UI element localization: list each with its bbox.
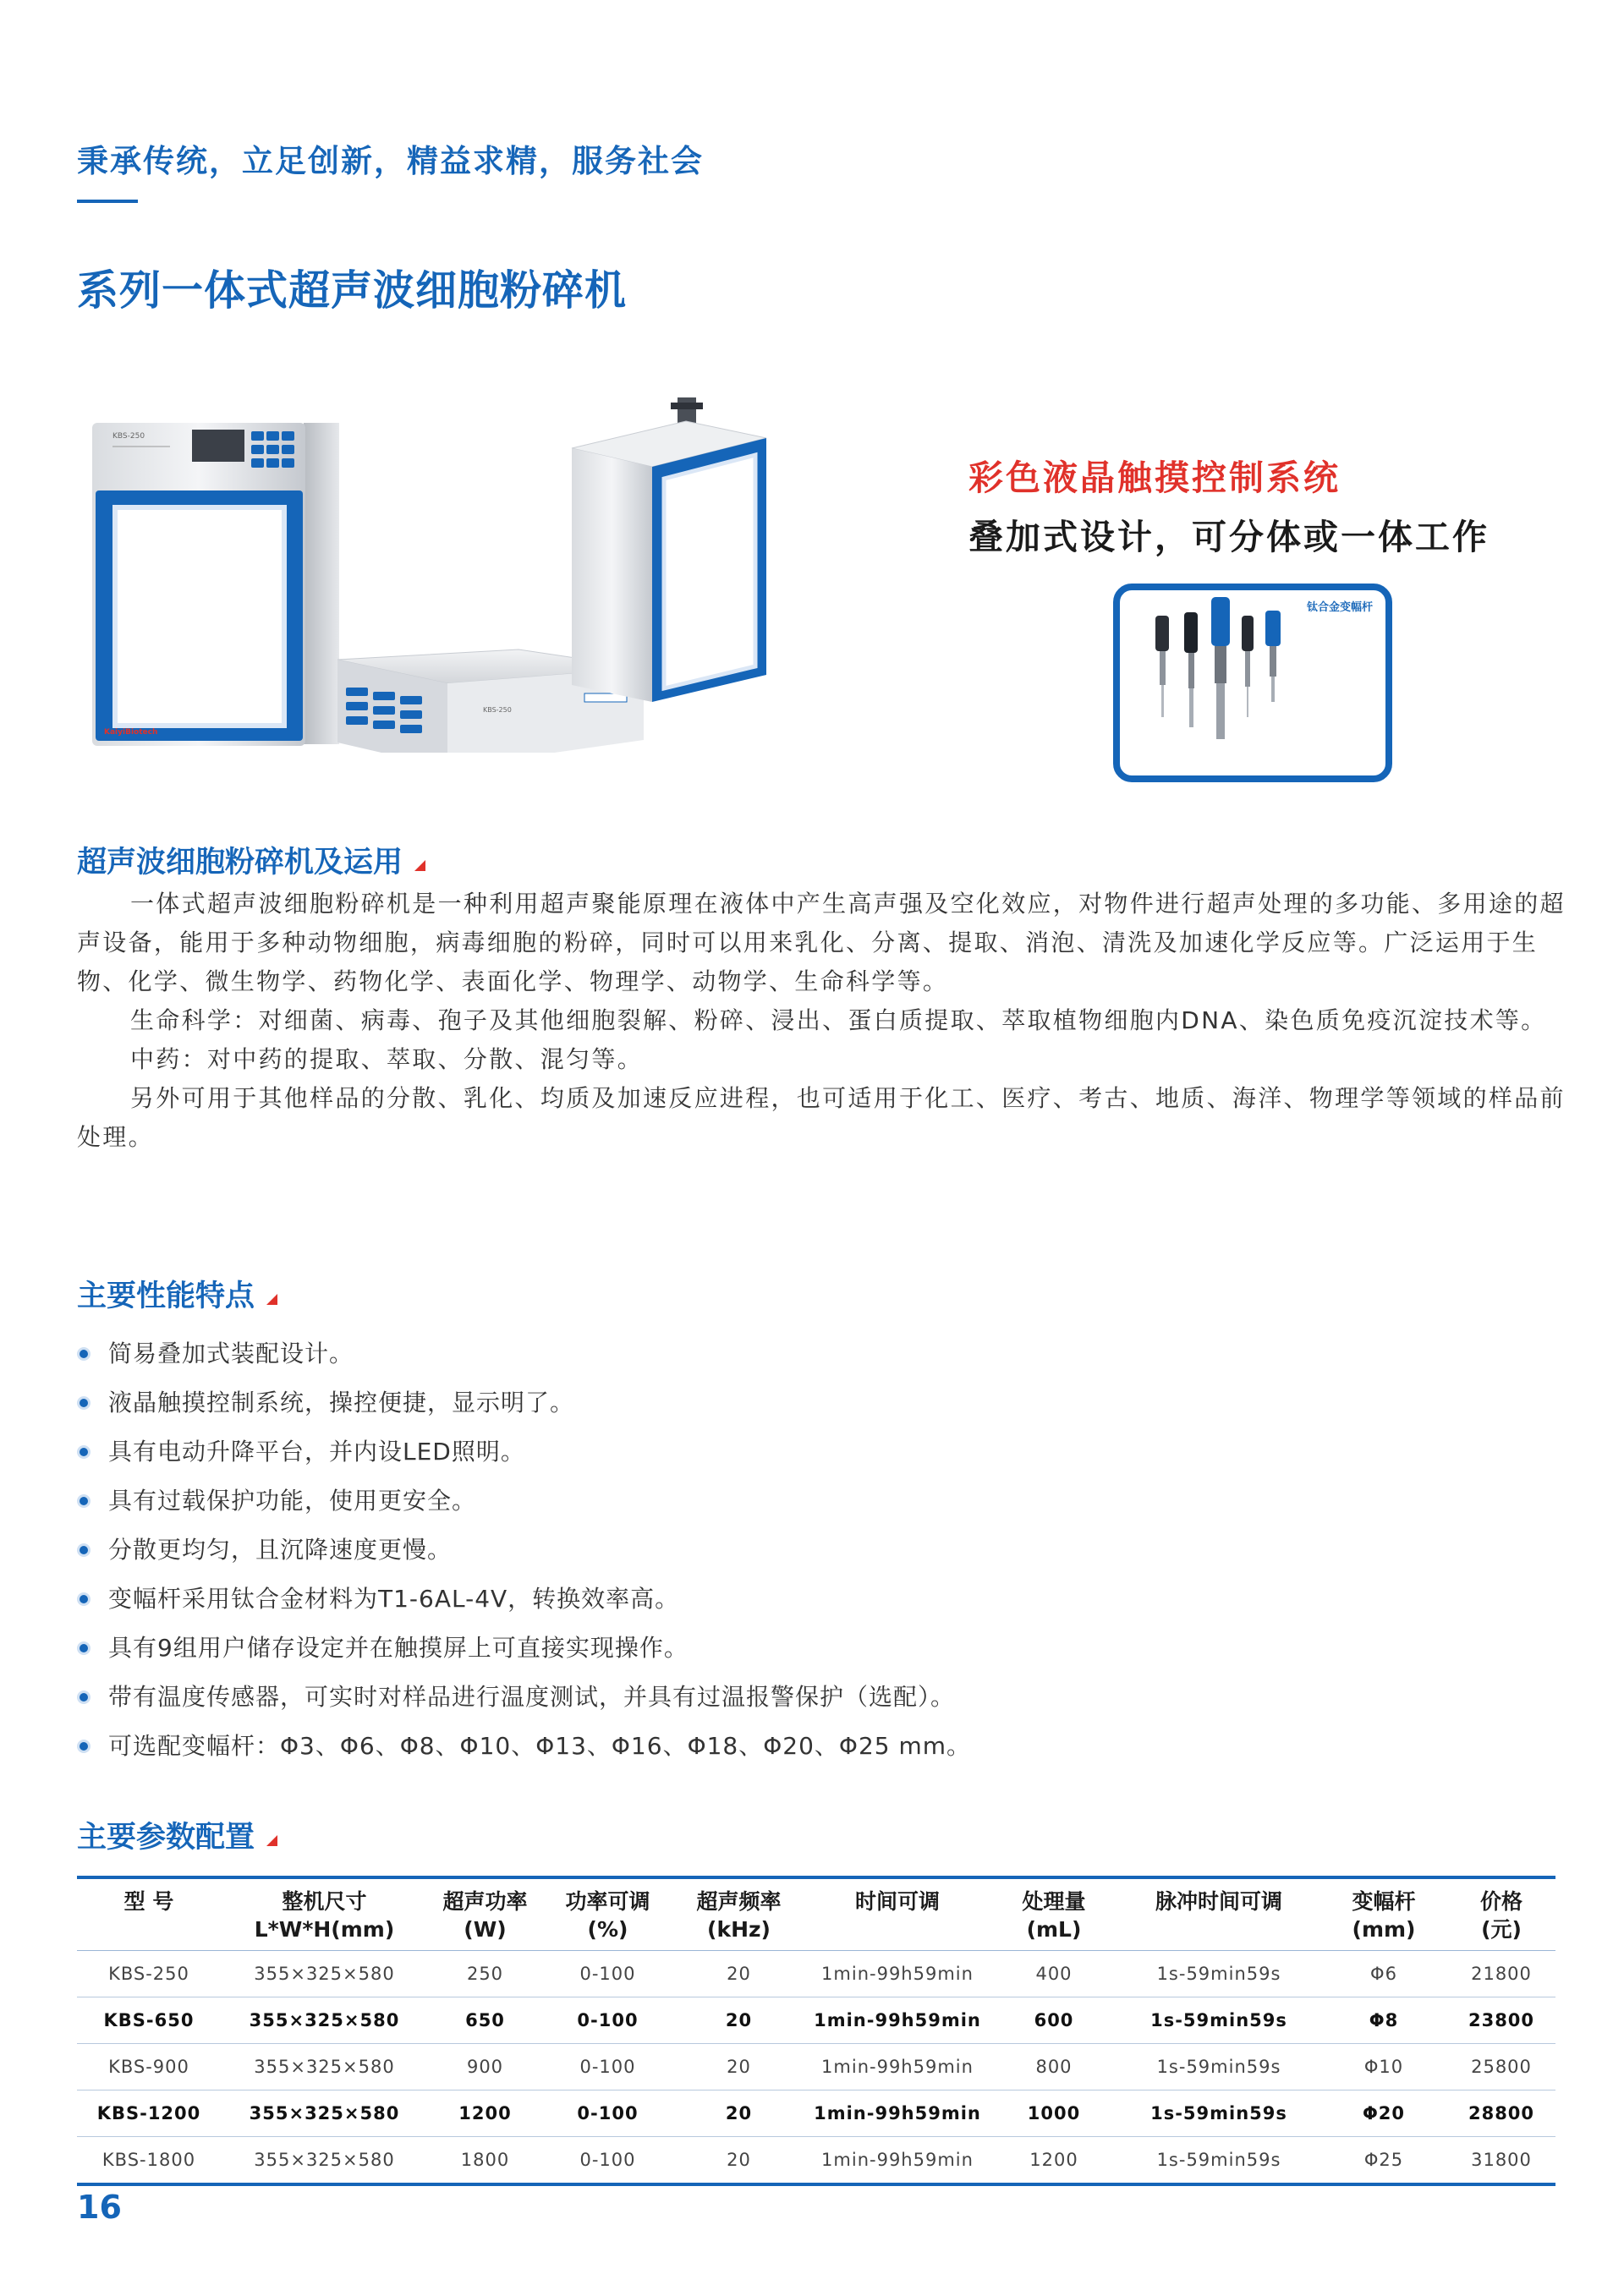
list-item: 分散更均匀，且沉降速度更慢。 (77, 1526, 971, 1575)
column-header: 功率可调 (%) (565, 1889, 650, 1942)
page-title: 系列一体式超声波细胞粉碎机 (77, 266, 628, 315)
table-cell: 1min-99h59min (804, 2137, 990, 2185)
list-item: 具有过载保护功能，使用更安全。 (77, 1477, 971, 1526)
list-item: 可选配变幅杆：Φ3、Φ6、Φ8、Φ10、Φ13、Φ16、Φ18、Φ20、Φ25 mm。 (77, 1722, 971, 1771)
heading-marker-icon (266, 1835, 277, 1846)
table-cell: 1200 (990, 2137, 1117, 2185)
table-cell: 1s-59min59s (1117, 1951, 1320, 1997)
feature-touch-control: 彩色液晶触摸控制系统 (968, 458, 1341, 498)
section-heading-intro (77, 839, 425, 881)
table-header-row (77, 1877, 1555, 1951)
table-cell: 23800 (1447, 1997, 1555, 2044)
list-item: 具有9组用户储存设定并在触摸屏上可直接实现操作。 (77, 1624, 971, 1673)
intro-paragraph: 生命科学：对细菌、病毒、孢子及其他细胞裂解、粉碎、浸出、蛋白质提取、萃取植物细胞内DNA、染色质免疫沉淀技术等。 (130, 1006, 1547, 1034)
table-cell: 250 (428, 1951, 542, 1997)
feature-stacked-design: 叠加式设计，可分体或一体工作 (968, 517, 1490, 557)
heading-marker-icon (266, 1294, 277, 1305)
generator-label: KBS-250 (483, 706, 512, 714)
table-cell: 20 (673, 1997, 804, 2044)
table-cell: 28800 (1447, 2091, 1555, 2137)
column-header: 处理量 (mL) (1022, 1889, 1086, 1942)
specs-heading: 主要参数配置 (77, 1821, 255, 1855)
list-item: 具有电动升降平台，并内设LED照明。 (77, 1427, 971, 1477)
table-cell: 1s-59min59s (1117, 2091, 1320, 2137)
table-cell: Φ25 (1320, 2137, 1447, 2185)
table-cell: 355×325×580 (221, 2091, 428, 2137)
cabinet-brand: KaiyiBiotech (104, 728, 158, 737)
table-cell: 1s-59min59s (1117, 2137, 1320, 2185)
table-cell: 355×325×580 (221, 1997, 428, 2044)
table-cell: 800 (990, 2044, 1117, 2091)
column-header: 型 号 (123, 1889, 174, 1914)
section-heading-specs (77, 1814, 277, 1856)
table-cell: 900 (428, 2044, 542, 2091)
table-row (77, 2044, 1555, 2091)
table-cell: 600 (990, 1997, 1117, 2044)
table-cell: 1s-59min59s (1117, 2044, 1320, 2091)
table-cell: 1min-99h59min (804, 2044, 990, 2091)
list-item: 液晶触摸控制系统，操控便捷，显示明了。 (77, 1378, 971, 1427)
table-cell: 1min-99h59min (804, 1951, 990, 1997)
table-cell: 1min-99h59min (804, 1997, 990, 2044)
table-cell: 1000 (990, 2091, 1117, 2137)
features-list (77, 1329, 971, 1771)
list-item: 带有温度传感器，可实时对样品进行温度测试，并具有过温报警保护（选配）。 (77, 1673, 971, 1722)
table-row (77, 2137, 1555, 2185)
table-cell: 20 (673, 2091, 804, 2137)
table-cell: 21800 (1447, 1951, 1555, 1997)
bullet-icon (80, 1742, 88, 1751)
table-cell: 0-100 (542, 2091, 673, 2137)
column-header: 时间可调 (854, 1889, 940, 1914)
table-cell: 1s-59min59s (1117, 1997, 1320, 2044)
table-cell: Φ8 (1320, 1997, 1447, 2044)
table-cell: 20 (673, 2044, 804, 2091)
table-cell: 20 (673, 1951, 804, 1997)
table-cell: 31800 (1447, 2137, 1555, 2185)
bullet-icon (80, 1350, 88, 1358)
table-row (77, 1951, 1555, 1997)
column-header: 变幅杆 (mm) (1352, 1889, 1416, 1942)
features-heading: 主要性能特点 (77, 1280, 255, 1313)
heading-marker-icon (414, 860, 425, 871)
intro-paragraph: 另外可用于其他样品的分散、乳化、均质及加速反应进程，也可适用于化工、医疗、考古、地质、海洋、物理学等领域的样品前处理。 (77, 1084, 1566, 1151)
horn-caption: 钛合金变幅杆 (1307, 601, 1374, 614)
table-cell: 650 (428, 1997, 542, 2044)
bullet-icon (80, 1497, 88, 1505)
cabinet-label: KBS-250 (112, 432, 145, 441)
bullet-icon (80, 1546, 88, 1554)
intro-paragraph: 中药：对中药的提取、萃取、分散、混匀等。 (130, 1045, 644, 1073)
intro-text (77, 885, 1566, 1157)
table-cell: 0-100 (542, 2137, 673, 2185)
intro-heading: 超声波细胞粉碎机及运用 (77, 846, 403, 879)
cabinet-unit-left (92, 423, 339, 746)
table-cell: 0-100 (542, 1951, 673, 1997)
slogan-divider (77, 200, 138, 203)
bullet-icon (80, 1693, 88, 1701)
list-item: 变幅杆采用钛合金材料为T1-6AL-4V，转换效率高。 (77, 1575, 971, 1624)
bullet-icon (80, 1644, 88, 1652)
table-cell: 355×325×580 (221, 2044, 428, 2091)
product-image (77, 397, 838, 753)
table-cell: 400 (990, 1951, 1117, 1997)
bullet-icon (80, 1448, 88, 1456)
slogan: 秉承传统，立足创新，精益求精，服务社会 (77, 143, 704, 179)
table-row (77, 1997, 1555, 2044)
specs-table (77, 1876, 1555, 2186)
table-cell: KBS-900 (77, 2044, 221, 2091)
section-heading-features (77, 1273, 277, 1315)
column-header: 价格 (元) (1479, 1889, 1522, 1942)
table-cell: KBS-650 (77, 1997, 221, 2044)
table-cell: KBS-1200 (77, 2091, 221, 2137)
list-item: 简易叠加式装配设计。 (77, 1329, 971, 1378)
table-cell: KBS-1800 (77, 2137, 221, 2185)
table-row (77, 2091, 1555, 2137)
column-header: 脉冲时间可调 (1155, 1889, 1282, 1914)
table-cell: 1200 (428, 2091, 542, 2137)
bullet-icon (80, 1595, 88, 1603)
table-cell: KBS-250 (77, 1951, 221, 1997)
table-cell: 355×325×580 (221, 1951, 428, 1997)
table-cell: 25800 (1447, 2044, 1555, 2091)
table-cell: 20 (673, 2137, 804, 2185)
table-cell: 0-100 (542, 2044, 673, 2091)
bullet-icon (80, 1399, 88, 1407)
titanium-horns-image (1120, 590, 1385, 775)
table-cell: Φ20 (1320, 2091, 1447, 2137)
table-cell: 0-100 (542, 1997, 673, 2044)
column-header: 整机尺寸 L*W*H(mm) (254, 1889, 395, 1942)
table-cell: 1800 (428, 2137, 542, 2185)
table-cell: 1min-99h59min (804, 2091, 990, 2137)
cabinet-unit-right (572, 397, 766, 702)
table-cell: Φ10 (1320, 2044, 1447, 2091)
table-cell: 355×325×580 (221, 2137, 428, 2185)
table-cell: Φ6 (1320, 1951, 1447, 1997)
column-header: 超声频率 (kHz) (696, 1889, 782, 1942)
column-header: 超声功率 (W) (442, 1889, 528, 1942)
intro-paragraph: 一体式超声波细胞粉碎机是一种利用超声聚能原理在液体中产生高声强及空化效应，对物件进行超声处理的多功能、多用途的超声设备，能用于多种动物细胞，病毒细胞的粉碎，同时可以用来乳化、分离、提取、消泡、清洗及加速化学反应等。广泛运用于生物、化学、微生物学、药物化学、表面化学、物理学、动物学、生命科学等。 (77, 890, 1566, 995)
page-number: 16 (77, 2189, 122, 2226)
